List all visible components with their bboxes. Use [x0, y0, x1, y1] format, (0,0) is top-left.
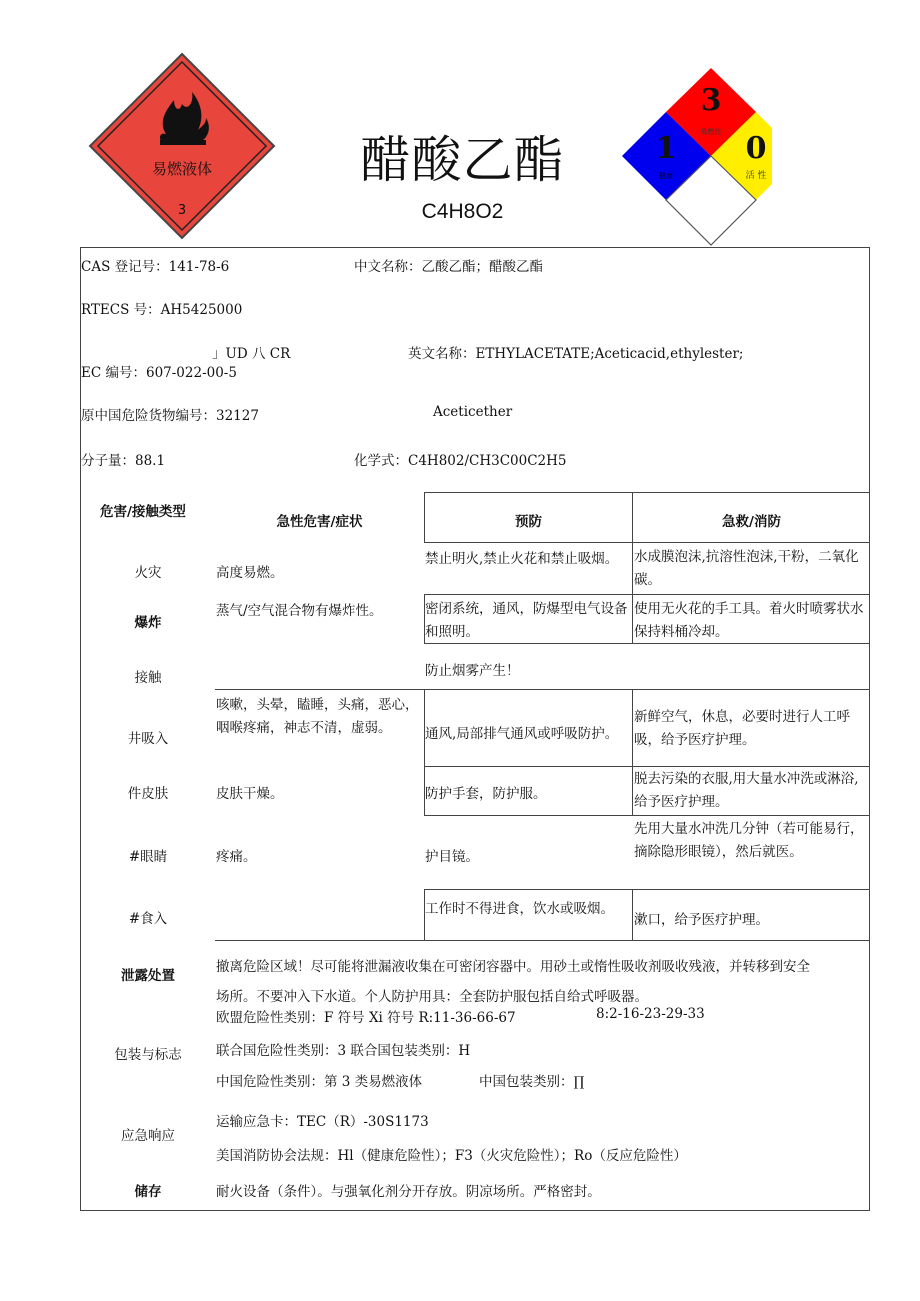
row-fire-prevention: 禁止明火,禁止火花和禁止吸烟。 [425, 551, 619, 567]
spill-line-2: 场所。不要冲入下水道。个人防护用具：全套防护服包括自给式呼吸器。 [216, 989, 648, 1005]
row-skin-firstaid: 脱去污染的衣服,用大量水冲洗或淋浴,给予医疗护理。 [634, 771, 859, 810]
cas-number: CAS 登记号：141-78-6 [81, 259, 230, 275]
row-fire-firstaid: 水成膜泡沫,抗溶性泡沫,干粉，二氧化碳。 [634, 549, 859, 588]
spill-label: 泄露处置 [121, 968, 175, 984]
row-contact-prevention: 防止烟雾产生！ [425, 663, 520, 679]
chinese-name: 中文名称：乙酸乙酯；醋酸乙酯 [354, 259, 543, 275]
row-eyes-firstaid: 先用大量水冲洗几分钟（若可能易行，摘除隐形眼镜），然后就医。 [634, 821, 864, 860]
english-name-alt: Aceticether [433, 404, 513, 420]
spill-line-1: 撤离危险区域！尽可能将泄漏液收集在可密闭容器中。用砂土或惰性吸收剂吸收残液，并转移到安全 [216, 959, 810, 975]
header-hazard-type: 危害/接触类型 [100, 504, 186, 520]
molecular-weight: 分子量：88.1 [81, 453, 166, 469]
row-inhalation-firstaid: 新鲜空气，休息，必要时进行人工呼吸，给予医疗护理。 [634, 709, 850, 748]
row-inhalation-type: 井吸入 [127, 731, 169, 747]
nfpa-flammability-label: 易燃性 [700, 128, 722, 136]
row-eyes-prevention: 护目镜。 [425, 849, 479, 865]
emergency-label: 应急响应 [121, 1128, 175, 1144]
row-ingestion-type: #食入 [128, 911, 168, 927]
row-explosion-type: 爆炸 [134, 615, 162, 631]
row-explosion-prevention: 密闭系统，通风，防爆型电气设备和照明。 [425, 601, 628, 640]
row-explosion-acute: 蒸气/空气混合物有爆炸性。 [216, 603, 383, 619]
row-ingestion-prevention: 工作时不得进食，饮水或吸烟。 [425, 901, 614, 917]
nfpa-health: 1 [655, 131, 677, 166]
nfpa-health-label: 健康 [659, 172, 673, 180]
emergency-nfpa: 美国消防协会法规：Hl（健康危险性）；F3（火灾危险性）；Ro（反应危险性） [216, 1148, 687, 1164]
page-title: 醋酸乙酯 [360, 131, 565, 189]
packaging-cn-pack: 中国包装类别：∏ [479, 1074, 585, 1090]
chemical-formula: 化学式：C4H802/CH3C00C2H5 [354, 453, 567, 469]
row-explosion-firstaid: 使用无火花的手工具。着火时喷雾状水保持料桶冷却。 [634, 601, 864, 640]
row-ingestion-firstaid: 漱口，给予医疗护理。 [634, 912, 769, 928]
row-skin-prevention: 防护手套，防护服。 [425, 786, 547, 802]
molecular-formula: C4H8O2 [421, 200, 504, 223]
header-prevention: 预防 [515, 514, 542, 530]
storage-label: 储存 [134, 1184, 162, 1200]
storage-text: 耐火设备（条件）。与强氧化剂分开存放。阴凉场所。严格密封。 [216, 1184, 601, 1200]
row-skin-acute: 皮肤干燥。 [216, 786, 284, 802]
nfpa-diamond-icon [620, 66, 774, 248]
nfpa-reactivity-label: 活 性 [745, 171, 767, 181]
row-skin-type: 件皮肤 [127, 786, 169, 802]
rtecs-number: RTECS 号：AH5425000 [81, 302, 243, 318]
packaging-label: 包装与标志 [114, 1047, 182, 1063]
emergency-card: 运输应急卡：TEC（R）-30S1173 [216, 1114, 429, 1130]
row-eyes-acute: 疼痛。 [216, 849, 257, 865]
row-fire-type: 火灾 [134, 565, 162, 581]
packaging-eu: 欧盟危险性类别：F 符号 Xi 符号 R:11-36-66-67 [216, 1010, 516, 1026]
flammable-liquid-diamond-icon [88, 52, 276, 240]
row-fire-acute: 高度易燃。 [216, 565, 284, 581]
packaging-eu-s: 8:2-16-23-29-33 [596, 1006, 705, 1022]
un-cn-number: 原中国危险货物编号：32127 [81, 408, 259, 424]
nfpa-flammability: 3 [700, 83, 722, 118]
hazard-label-text: 易燃液体 [151, 160, 213, 178]
header-firstaid: 急救/消防 [722, 514, 781, 530]
header-acute: 急性危害/症状 [276, 514, 363, 530]
english-name: 英文名称：ETHYLACETATE;Aceticacid,ethylester; [408, 346, 744, 362]
packaging-cn: 中国危险性类别：第 3 类易燃液体 [216, 1074, 423, 1090]
row-inhalation-acute: 咳嗽，头晕，瞌睡，头痛，恶心，咽喉疼痛，神志不清，虚弱。 [216, 697, 419, 736]
row-eyes-type: #眼睛 [128, 849, 168, 865]
ec-number: EC 编号：607-022-00-5 [81, 365, 237, 381]
row-inhalation-prevention: 通风,局部排气通风或呼吸防护。 [425, 726, 619, 742]
hazard-class-number: 3 [177, 203, 187, 218]
garbled-text: 」UD 八 CR [212, 346, 291, 362]
packaging-un: 联合国危险性类别：3 联合国包装类别：H [216, 1043, 471, 1059]
nfpa-reactivity: 0 [745, 131, 767, 166]
row-contact-type: 接触 [134, 670, 162, 686]
